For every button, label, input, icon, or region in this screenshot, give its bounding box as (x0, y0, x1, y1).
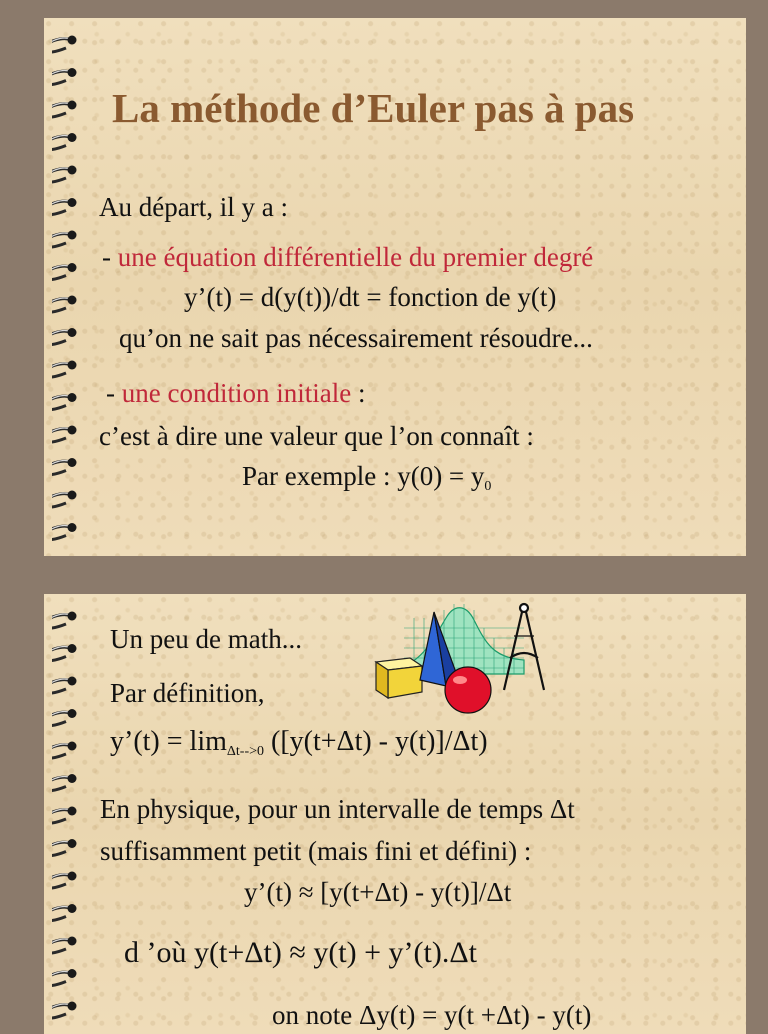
example-subscript: 0 (484, 479, 492, 494)
binding-ring (52, 36, 77, 53)
limit-subscript: Δt-->0 (226, 744, 265, 759)
binding-ring (52, 263, 77, 280)
binding-ring (52, 644, 77, 661)
cube-icon (376, 658, 422, 698)
definition-text: Par définition, (110, 678, 265, 708)
binding-ring (52, 839, 77, 856)
physics-line-1: En physique, pour un intervalle de temps Δt (100, 794, 575, 824)
binding-ring (52, 677, 77, 694)
binding-ring (52, 969, 77, 986)
binding-ring (52, 68, 77, 85)
dash: - (106, 378, 122, 408)
dash: - (102, 242, 118, 272)
equation-note: qu’on ne sait pas nécessairement résoudre... (119, 323, 593, 353)
binding-ring (52, 231, 77, 248)
binding-ring (52, 937, 77, 954)
colon: : (351, 378, 366, 408)
binding-ring (52, 742, 77, 759)
geometry-math-clipart (374, 598, 554, 718)
binding-ring (52, 774, 77, 791)
limit-prefix: y’(t) = lim (110, 726, 227, 757)
item-equation (102, 242, 593, 273)
binding-ring (52, 328, 77, 345)
binding-ring (52, 166, 77, 183)
binding-ring (52, 872, 77, 889)
approx-formula: y’(t) ≈ [y(t+Δt) - y(t)]/Δt (244, 877, 512, 907)
binding-ring (52, 458, 77, 475)
binding-ring (52, 101, 77, 118)
binding-ring (52, 709, 77, 726)
example-prefix: Par exemple : y(0) = y (242, 461, 485, 491)
delta-note: on note Δy(t) = y(t +Δt) - y(t) (272, 1000, 592, 1030)
compass-icon (504, 604, 544, 690)
condition-text: c’est à dire une valeur que l’on connaît : (99, 421, 534, 451)
binding-ring (52, 361, 77, 378)
section-heading: Un peu de math... (110, 624, 302, 654)
limit-formula (110, 726, 488, 760)
physics-line-2: suffisamment petit (mais fini et défini) : (100, 836, 532, 866)
slide-title: La méthode d’Euler pas à pas (112, 85, 635, 131)
slide-2 (44, 594, 746, 1034)
binding-ring (52, 491, 77, 508)
binding-ring (52, 612, 77, 629)
binding-ring (52, 904, 77, 921)
binding-ring (52, 426, 77, 443)
binding-ring (52, 296, 77, 313)
binding-ring (52, 133, 77, 150)
equation-label: une équation différentielle du premier degré (117, 242, 594, 272)
example-text (242, 461, 491, 495)
binding-ring (52, 523, 77, 540)
equation-text: y’(t) = d(y(t))/dt = fonction de y(t) (184, 282, 557, 312)
consequence-formula: d ’où y(t+Δt) ≈ y(t) + y’(t).Δt (124, 936, 477, 969)
condition-label: une condition initiale (121, 378, 352, 408)
binding-ring (52, 393, 77, 410)
item-initial-condition (106, 378, 365, 409)
binding-ring (52, 198, 77, 215)
graph-grid-icon (404, 604, 524, 674)
binding-ring (52, 807, 77, 824)
sphere-icon (445, 667, 491, 713)
limit-suffix: ([y(t+Δt) - y(t)]/Δt) (264, 726, 488, 757)
binding-ring (52, 1002, 77, 1019)
slide-1 (44, 18, 746, 556)
intro-text: Au départ, il y a : (99, 192, 288, 222)
